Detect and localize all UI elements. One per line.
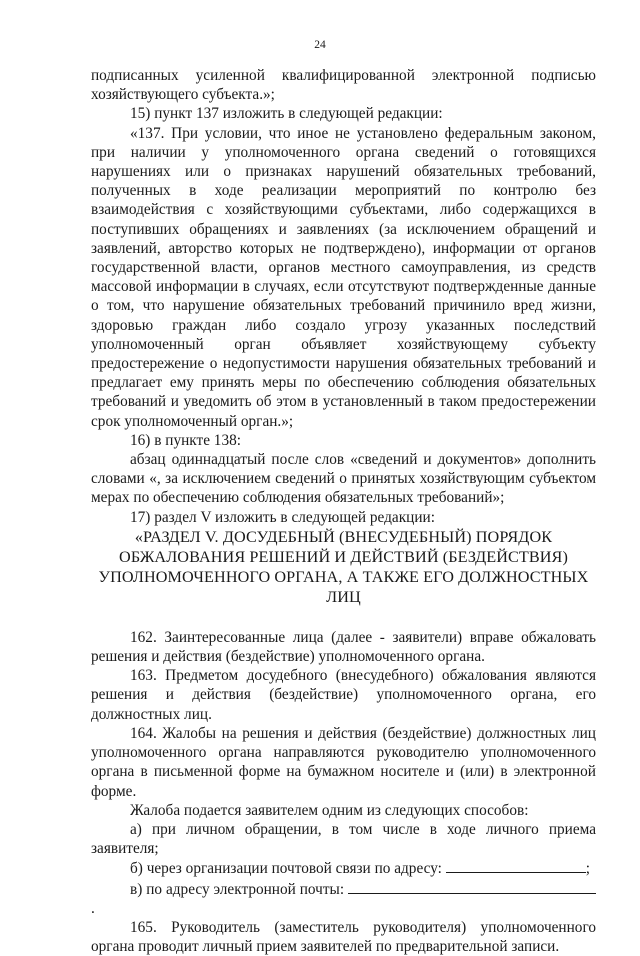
paragraph-continuation: подписанных усиленной квалифицированной электронной подписью хозяйствующего субъекта.»; [91,67,596,104]
paragraph-method-b [91,858,596,878]
page-number: 24 [314,39,326,51]
paragraph-clause-165: 165. Руководитель (заместитель руководителя) уполномоченного органа проводит личный прием заявителей по предварительной записи. [91,918,596,956]
method-v-text: в) по адресу электронной почты: [130,880,345,898]
paragraph-method-a: а) при личном обращении, в том числе в ходе личного приема заявителя; [91,820,596,858]
method-v-end: . [91,899,95,917]
method-b-text: б) через организации почтовой связи по адресу: [130,860,442,878]
paragraph-submission-methods: Жалоба подается заявителем одним из следующих способов: [130,801,529,819]
section-heading-line: УПОЛНОМОЧЕННОГО ОРГАНА, А ТАКЖЕ ЕГО ДОЛЖНОСТНЫХ ЛИЦ [98,567,589,606]
email-address-blank [348,879,596,894]
section-heading-line: «РАЗДЕЛ V. ДОСУДЕБНЫЙ (ВНЕСУДЕБНЫЙ) ПОРЯДОК [134,527,553,546]
paragraph-item-17: 17) раздел V изложить в следующей редакции: [130,508,435,526]
paragraph-clause-137: «137. При условии, что иное не установлено федеральным законом, при наличии у уполномоченного органа сведений о готовящихся нарушениях или о признаках нарушений обязательных требований, полученных в ходе реализации мероприятий по контролю без взаимодействия с хозяйствующими субъектами, либо содержащихся в поступивших обращениях и заявлениях (за исключением обращений и заявлений, авторство которых не подтверждено), информации от органов государственной власти, органов местного самоуправления, из средств массовой информации в случаях, если отсутствуют подтвержденные данные о том, что нарушение обязательных требований причинило вред жизни, здоровью граждан либо создало угрозу указанных последствий уполномоченный орган объявляет хозяйствующему субъекту предостережение о недопустимости нарушения обязательных требований и предлагает ему принять меры по обеспечению соблюдения обязательных требований и уведомить об этом в установленный в таком предостережении срок уполномоченный орган.»; [91,124,596,430]
spacer [91,607,596,628]
method-b-end: ; [585,860,590,878]
paragraph-method-v [91,879,596,918]
document-body [91,66,596,956]
section-heading [91,527,596,607]
paragraph-item-15: 15) пункт 137 изложить в следующей редакции: [130,105,443,123]
paragraph-clause-163: 163. Предметом досудебного (внесудебного) обжалования являются решения и действия (бездействие) уполномоченного органа, его должностных лиц. [91,667,596,723]
paragraph-clause-162: 162. Заинтересованные лица (далее - заявители) вправе обжаловать решения и действия (бездействие) уполномоченного органа. [91,628,596,666]
paragraph-amendment-138: абзац одиннадцатый после слов «сведений и документов» дополнить словами «, за исключением сведений о принятых хозяйствующим субъектом мерах по обеспечению соблюдения обязательных требований»; [91,451,596,507]
paragraph-item-16: 16) в пункте 138: [130,431,242,449]
section-heading-line: ОБЖАЛОВАНИЯ РЕШЕНИЙ И ДЕЙСТВИЙ (БЕЗДЕЙСТВИЯ) [119,547,568,566]
postal-address-blank [446,858,586,873]
paragraph-clause-164: 164. Жалобы на решения и действия (бездействие) должностных лиц уполномоченного органа направляются руководителю уполномоченного органа в письменной форме на бумажном носителе и (или) в электронной форме. [91,724,596,800]
